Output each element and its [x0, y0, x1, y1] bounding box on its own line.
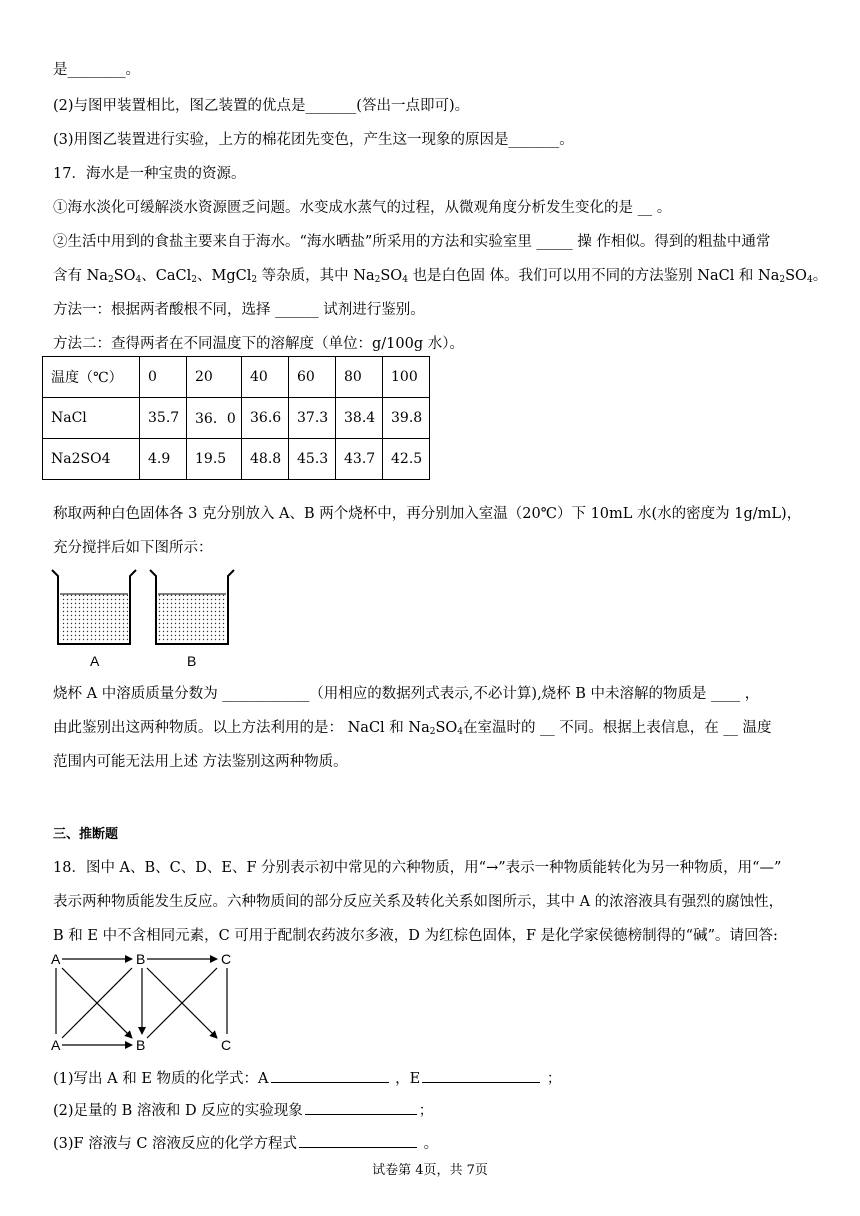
q17-part3-line1: 称取两种白色固体各 3 克分别放入 A、B 两个烧杯中，再分别加入室温（20℃）下 10mL 水(水的密度为 1g/mL)， [53, 506, 802, 522]
table-cell: NaCl [43, 398, 140, 439]
node-c-bottom: C [221, 1037, 232, 1053]
table-row [43, 398, 430, 439]
answer-blank[interactable] [299, 1133, 417, 1148]
table-cell: 39.8 [383, 398, 430, 439]
q17-part2-line2: 含有 $Na_2SO_4$、CaCl$_2$、MgCl$_2$ 等杂质，其中 $Na_2SO_4$ 也是白色固 体。我们可以用不同的方法鉴别 NaCl 和 $Na_2SO_4$。 [53, 268, 828, 285]
beaker-b-label: B [187, 653, 197, 669]
table-cell: 80 [336, 357, 383, 398]
node-a-bottom: A [51, 1037, 61, 1053]
answer-blank[interactable] [422, 1068, 540, 1083]
table-cell: 48.8 [242, 439, 289, 480]
q17-title: 17．海水是一种宝贵的资源。 [53, 166, 246, 182]
table-cell: 100 [383, 357, 430, 398]
q18-answer2: (2)足量的 B 溶液和 D 反应的实验现象 ； [53, 1100, 433, 1121]
q18-answer1: (1)写出 A 和 E 物质的化学式：A ，E ； [53, 1068, 561, 1089]
beaker-a-icon [52, 570, 136, 644]
table-cell: 19.5 [187, 439, 242, 480]
q17-part4-line3: 范围内可能无法用上述 方法鉴别这两种物质。 [53, 754, 348, 770]
table-row [43, 439, 430, 480]
q17-method2: 方法二：查得两者在不同温度下的溶解度（单位：g/100g 水）。 [53, 336, 464, 352]
beakers-figure [46, 566, 236, 670]
answer-blank[interactable] [271, 1068, 389, 1083]
q18-line2: 表示两种物质能发生反应。六种物质间的部分反应关系及转化关系如图所示，其中 A 的浓溶液具有强烈的腐蚀性， [53, 894, 784, 910]
page-footer: 试卷第 4页，共 7页 [372, 1163, 488, 1178]
node-a-top: A [51, 951, 61, 967]
table-cell: 40 [242, 357, 289, 398]
table-cell: 20 [187, 357, 242, 398]
table-cell: 36．0 [187, 398, 242, 439]
q17-part4-line2: 由此鉴别出这两种物质。以上方法利用的是： NaCl 和 $Na_2SO_4$在室温时的 __ 不同。根据上表信息，在 __ 温度 [53, 720, 772, 737]
q18-line1: 18．图中 A、B、C、D、E、F 分别表示初中常见的六种物质，用“→”表示一种物质能转化为另一种物质，用“—” [53, 860, 782, 876]
q17-part4-line1: 烧杯 A 中溶质质量分数为 ____________（用相应的数据列式表示,不必计算),烧杯 B 中未溶解的物质是 ____ ， [53, 686, 760, 702]
q17-part2-line1: ②生活中用到的食盐主要来自于海水。“海水晒盐”所采用的方法和实验室里 _____ 操 作相似。得到的粗盐中通常 [53, 234, 771, 250]
table-cell: 36.6 [242, 398, 289, 439]
table-cell: 4.9 [140, 439, 187, 480]
table-cell: 0 [140, 357, 187, 398]
table-cell: 温度（℃） [43, 357, 140, 398]
section-heading: 三、推断题 [53, 827, 119, 842]
beaker-a-label: A [90, 653, 100, 669]
q17-part3-line2: 充分搅拌后如下图所示： [53, 540, 213, 556]
table-cell: 35.7 [140, 398, 187, 439]
table-cell: 45.3 [289, 439, 336, 480]
answer-blank[interactable] [305, 1100, 417, 1115]
table-cell: 38.4 [336, 398, 383, 439]
q18-answer3: (3)F 溶液与 C 溶液反应的化学方程式 。 [53, 1133, 438, 1154]
q17-method1: 方法一：根据两者酸根不同，选择 ______ 试剂进行鉴别。 [53, 302, 425, 318]
q17-part1: ①海水淡化可缓解淡水资源匮乏问题。水变成水蒸气的过程，从微观角度分析发生变化的是 __ 。 [53, 200, 672, 216]
table-cell: 42.5 [383, 439, 430, 480]
q16-part3: (3)用图乙装置进行实验，上方的棉花团先变色，产生这一现象的原因是_______。 [53, 132, 574, 148]
prev-answer-line: 是________。 [53, 62, 140, 78]
table-cell: 43.7 [336, 439, 383, 480]
table-row [43, 357, 430, 398]
q18-line3: B 和 E 中不含相同元素，C 可用于配制农药波尔多液，D 为红棕色固体，F 是化学家侯德榜制得的“碱”。请回答: [53, 928, 778, 944]
table-cell: 60 [289, 357, 336, 398]
beaker-b-icon [150, 570, 234, 644]
node-b-top: B [136, 951, 146, 967]
node-c-top: C [221, 951, 232, 967]
table-cell: Na2SO4 [43, 439, 140, 480]
reaction-diagram [48, 950, 238, 1056]
table-cell: 37.3 [289, 398, 336, 439]
solubility-table [42, 356, 430, 480]
node-b-bottom: B [136, 1037, 146, 1053]
q16-part2: (2)与图甲装置相比，图乙装置的优点是_______(答出一点即可)。 [53, 98, 470, 114]
